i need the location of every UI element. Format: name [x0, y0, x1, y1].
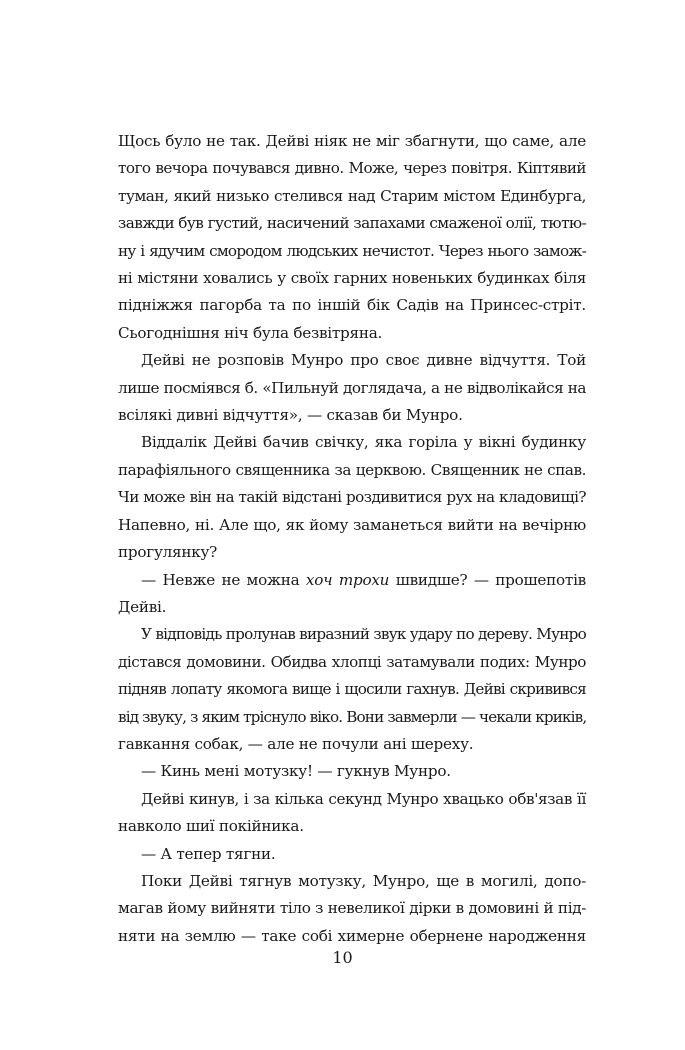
- text-line: туман, який низько стелився над Старим містом Единбурга,: [118, 186, 586, 205]
- text-line: всілякі дивні відчуття», — сказав би Мунро.: [118, 406, 463, 425]
- text-line: навколо шиї покійника.: [118, 817, 304, 836]
- text-line: парафіяльного священника за церквою. Священник не спав.: [118, 460, 586, 479]
- page-number: 10: [332, 948, 353, 967]
- text-line: гавкання собак, — але не почули ані шереху.: [118, 734, 474, 753]
- text-line: Поки Дейві тягнув мотузку, Мунро, ще в могилі, допо-: [141, 871, 586, 890]
- text-line: того вечора почувався дивно. Може, через повітря. Кіптявий: [118, 159, 586, 178]
- text-line: — Кинь мені мотузку! — гукнув Мунро.: [141, 762, 451, 781]
- text-line: — А тепер тягни.: [141, 844, 276, 863]
- text-line: прогулянку?: [118, 543, 218, 562]
- text-line: Дейві.: [118, 597, 167, 616]
- text-line: Дейві не розповів Мунро про своє дивне відчуття. Той: [141, 351, 586, 370]
- text-line: лише посміявся б. «Пильнуй доглядача, а не відволікайся на: [118, 378, 586, 397]
- text-line: няти на землю — таке собі химерне обернене народження: [118, 926, 586, 945]
- text-line: Щось було не так. Дейві ніяк не міг збагнути, що саме, але: [118, 132, 586, 150]
- text-line: Віддалік Дейві бачив свічку, яка горіла у вікні будинку: [141, 433, 586, 452]
- text-line: дістався домовини. Обидва хлопці затамували подих: Мунро: [118, 652, 586, 671]
- text-line: магав йому вийняти тіло з невеликої дірки в домовині й під-: [118, 899, 586, 918]
- text-line: У відповідь пролунав виразний звук удару по дереву. Мунро: [141, 625, 586, 644]
- text-line: Сьогоднішня ніч була безвітряна.: [118, 323, 383, 342]
- text-line: від звуку, з яким тріснуло віко. Вони завмерли — чекали криків,: [118, 707, 587, 726]
- text-line: підняв лопату якомога вище і щосили гахнув. Дейві скривився: [118, 680, 586, 699]
- text-line: ну і ядучим смородом людських нечистот. Через нього замож-: [118, 241, 586, 260]
- text-line: ні містяни ховались у своїх гарних новеньких будинках біля: [118, 269, 586, 288]
- text-line: завжди був густий, насичений запахами смаженої олії, тютю-: [118, 214, 587, 233]
- text-line: Чи може він на такій відстані роздивитися рух на кладовищі?: [118, 488, 586, 507]
- text-line: Дейві кинув, і за кілька секунд Мунро хвацько обв'язав її: [141, 789, 586, 808]
- text-line: — Невже не можна хоч трохи швидше? — прошепотів: [141, 570, 586, 589]
- text-line: Напевно, ні. Але що, як йому заманеться вийти на вечірню: [118, 515, 586, 534]
- body-text: [118, 128, 586, 950]
- text-line: підніжжя пагорба та по іншій бік Садів на Принсес-стріт.: [118, 296, 586, 315]
